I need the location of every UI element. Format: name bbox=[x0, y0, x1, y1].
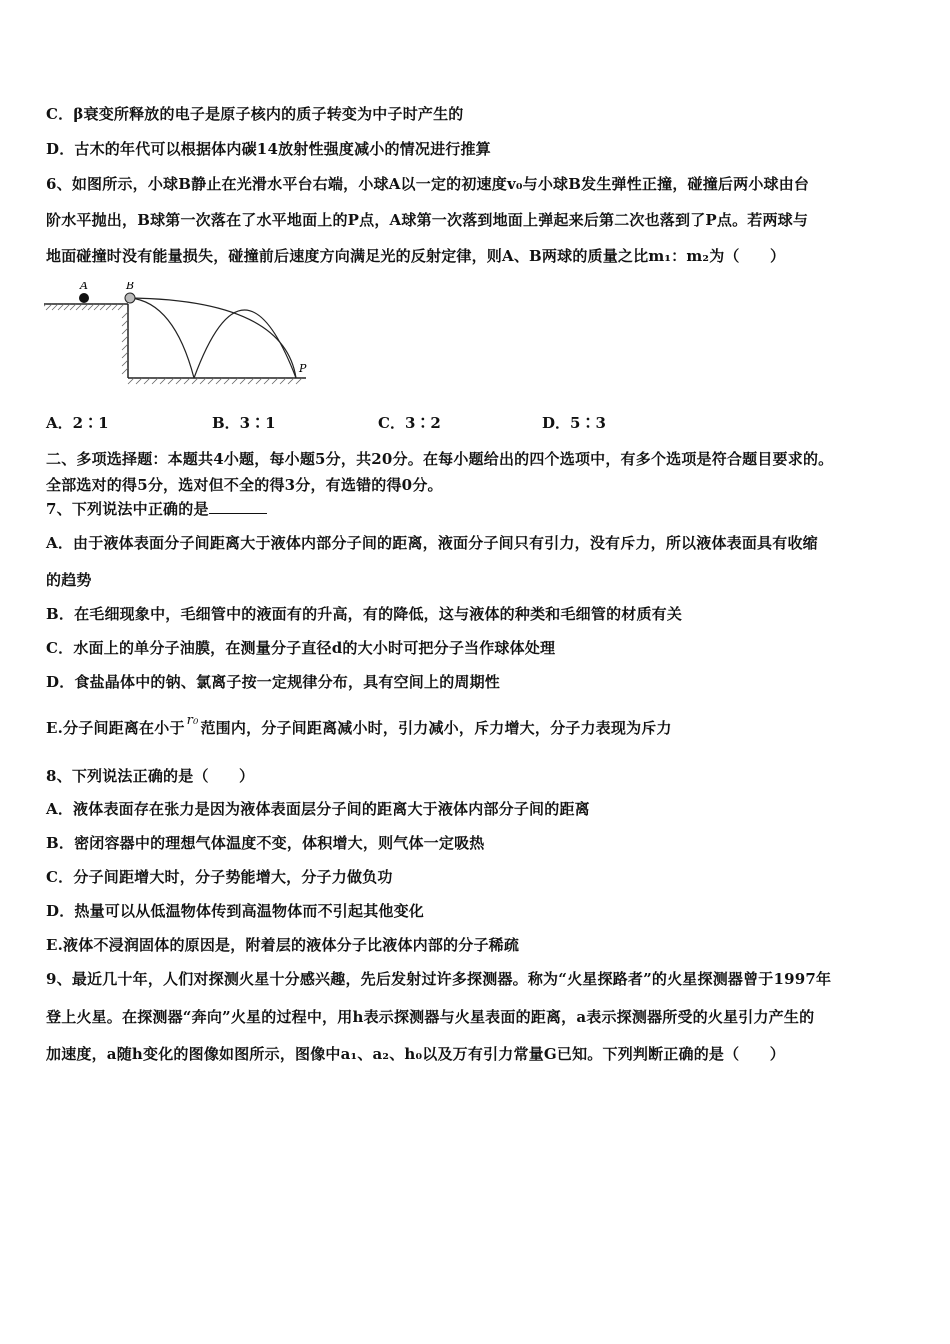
q7-option-d: D．食盐晶体中的钠、氯离子按一定规律分布，具有空间上的周期性 bbox=[46, 673, 501, 691]
q7-option-b: B．在毛细现象中，毛细管中的液面有的升高，有的降低，这与液体的种类和毛细管的材质有关 bbox=[46, 605, 683, 623]
label-p: P bbox=[299, 362, 307, 375]
label-a: A bbox=[80, 282, 88, 292]
q8-stem: 8、下列说法正确的是（ ） bbox=[46, 767, 255, 785]
label-b: B bbox=[126, 282, 135, 292]
q6-collision-diagram bbox=[44, 282, 324, 386]
q6-option-b[interactable]: B．3∶1 bbox=[212, 414, 276, 432]
ground-hatch bbox=[128, 378, 302, 384]
q9-stem-line-1: 9、最近几十年，人们对探测火星十分感兴趣，先后发射过许多探测器。称为“火星探路者”的火星探测器曾于1997年 bbox=[46, 970, 832, 988]
q8-option-e: E.液体不浸润固体的原因是，附着层的液体分子比液体内部的分子稀疏 bbox=[46, 936, 520, 954]
q8-option-c: C．分子间距增大时，分子势能增大，分子力做负功 bbox=[46, 868, 393, 886]
q7-stem-text: 7、下列说法中正确的是 bbox=[46, 500, 209, 518]
section-2-heading-line-1: 二、多项选择题：本题共4小题，每小题5分，共20分。在每小题给出的四个选项中，有多个选项是符合题目要求的。 bbox=[46, 450, 834, 468]
q6-option-a[interactable]: A．2∶1 bbox=[46, 414, 109, 432]
q7-option-a-line-2: 的趋势 bbox=[46, 571, 92, 589]
trajectory-a-bounce bbox=[194, 310, 296, 378]
q9-stem-line-2: 登上火星。在探测器“奔向”火星的过程中，用h表示探测器与火星表面的距离，a表示探测器所受的火星引力产生的 bbox=[46, 1008, 815, 1026]
r0-symbol: r₀ bbox=[186, 713, 199, 728]
q6-stem-line-2: 阶水平抛出，B球第一次落在了水平地面上的P点，A球第一次落到地面上弹起来后第二次也落到了P点。若两球与 bbox=[46, 211, 809, 229]
ball-b bbox=[125, 293, 135, 303]
ball-a bbox=[79, 293, 89, 303]
q5-option-c: C．β衰变所释放的电子是原子核内的质子转变为中子时产生的 bbox=[46, 105, 464, 123]
section-2-heading-line-2: 全部选对的得5分，选对但不全的得3分，有选错的得0分。 bbox=[46, 476, 443, 494]
wall-hatch bbox=[122, 312, 128, 374]
q9-stem-line-3: 加速度，a随h变化的图像如图所示，图像中a₁、a₂、h₀以及万有引力常量G已知。下列判断正确的是（ ） bbox=[46, 1045, 785, 1063]
q8-option-b: B．密闭容器中的理想气体温度不变，体积增大，则气体一定吸热 bbox=[46, 834, 485, 852]
q7-option-c: C．水面上的单分子油膜，在测量分子直径d的大小时可把分子当作球体处理 bbox=[46, 639, 556, 657]
q7-option-e-pre: E.分子间距离在小于 bbox=[46, 719, 185, 737]
trajectory-a-first bbox=[130, 298, 194, 378]
q6-stem-line-1: 6、如图所示，小球B静止在光滑水平台右端，小球A以一定的初速度v₀与小球B发生弹性正撞，碰撞后两小球由台 bbox=[46, 175, 810, 193]
q7-option-a-line-1: A．由于液体表面分子间距离大于液体内部分子间的距离，液面分子间只有引力，没有斥力，所以液体表面具有收缩 bbox=[46, 534, 818, 552]
q7-stem bbox=[46, 498, 267, 519]
q7-option-e bbox=[46, 713, 672, 738]
q6-option-c[interactable]: C．3∶2 bbox=[378, 414, 441, 432]
q7-option-e-post: 范围内，分子间距离减小时，引力减小，斥力增大，分子力表现为斥力 bbox=[200, 719, 672, 737]
q6-option-d[interactable]: D．5∶3 bbox=[542, 414, 606, 432]
q5-option-d: D．古木的年代可以根据体内碳14放射性强度减小的情况进行推算 bbox=[46, 140, 491, 158]
q6-stem-line-3: 地面碰撞时没有能量损失，碰撞前后速度方向满足光的反射定律，则A、B两球的质量之比m₁：m₂为（ ） bbox=[46, 247, 786, 265]
q8-option-a: A．液体表面存在张力是因为液体表面层分子间的距离大于液体内部分子间的距离 bbox=[46, 800, 590, 818]
table-hatch bbox=[44, 304, 124, 310]
trajectory-b bbox=[130, 298, 296, 378]
q7-answer-blank[interactable] bbox=[209, 499, 267, 514]
q8-option-d: D．热量可以从低温物体传到高温物体而不引起其他变化 bbox=[46, 902, 425, 920]
